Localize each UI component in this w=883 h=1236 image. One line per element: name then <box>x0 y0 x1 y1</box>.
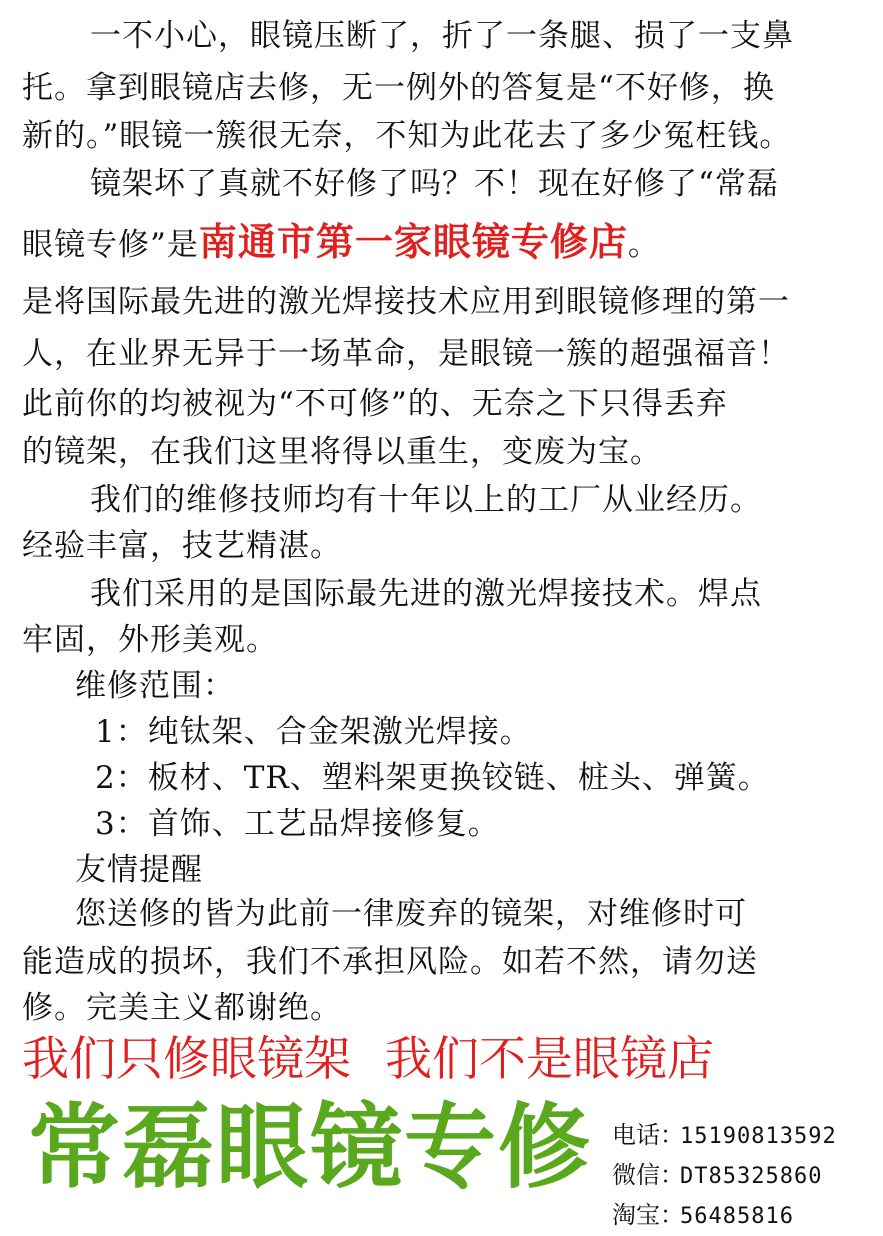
claim-line-5: 此前你的均被视为“不可修”的、无奈之下只得丢弃 <box>22 386 728 422</box>
claim-line-3: 是将国际最先进的激光焊接技术应用到眼镜修理的第一 <box>22 284 790 320</box>
contact-block <box>612 1116 837 1236</box>
technology-line-1: 我们采用的是国际最先进的激光焊接技术。焊点 <box>90 576 762 612</box>
contact-phone-row <box>612 1116 837 1156</box>
technicians-line-1: 我们的维修技师均有十年以上的工厂从业经历。 <box>90 482 762 518</box>
claim-line-4: 人，在业界无异于一场革命，是眼镜一簇的超强福音！ <box>22 336 790 372</box>
reminder-line-1: 您送修的皆为此前一律废弃的镜架，对维修时可 <box>75 896 747 932</box>
scope-item-3: 3：首饰、工艺品焊接修复。 <box>95 806 500 842</box>
intro-line-2: 托。拿到眼镜店去修，无一例外的答复是“不好修，换 <box>22 70 775 106</box>
technicians-line-2: 经验丰富，技艺精湛。 <box>22 528 342 564</box>
intro-line-3: 新的。”眼镜一簇很无奈，不知为此花去了多少冤枉钱。 <box>22 118 792 154</box>
wechat-id: DT85325860 <box>680 1164 823 1189</box>
claim-line-2-suffix: 。 <box>627 227 660 263</box>
scope-heading: 维修范围： <box>75 668 235 704</box>
slogan-only-frames: 我们只修眼镜架 <box>22 1032 351 1087</box>
slogan-not-optician: 我们不是眼镜店 <box>385 1032 714 1087</box>
technology-line-2: 牢固，外形美观。 <box>22 622 278 658</box>
slogan <box>22 1030 714 1090</box>
intro-line-1: 一不小心，眼镜压断了，折了一条腿、损了一支鼻 <box>90 18 794 54</box>
claim-line-2-prefix: 眼镜专修”是 <box>22 227 199 263</box>
scope-item-2: 2：板材、TR、塑料架更换铰链、桩头、弹簧。 <box>95 760 770 796</box>
first-shop-highlight: 南通市第一家眼镜专修店 <box>198 220 628 264</box>
claim-line-2 <box>0 214 883 270</box>
reminder-line-3: 修。完美主义都谢绝。 <box>22 990 342 1026</box>
reminder-line-2: 能造成的损坏，我们不承担风险。如若不然，请勿送 <box>22 944 758 980</box>
contact-taobao-row <box>612 1196 837 1236</box>
phone-label: 电话： <box>612 1121 684 1149</box>
wechat-label: 微信： <box>612 1161 684 1189</box>
scope-item-1: 1：纯钛架、合金架激光焊接。 <box>95 714 532 750</box>
phone-number: 15190813592 <box>680 1124 837 1149</box>
taobao-id: 56485816 <box>680 1204 794 1229</box>
reminder-heading: 友情提醒 <box>75 852 203 888</box>
contact-wechat-row <box>612 1156 837 1196</box>
taobao-label: 淘宝： <box>612 1201 684 1229</box>
brand-name: 常磊眼镜专修 <box>28 1094 593 1201</box>
claim-line-6: 的镜架，在我们这里将得以重生，变废为宝。 <box>22 434 662 470</box>
claim-line-1: 镜架坏了真就不好修了吗？不！现在好修了“常磊 <box>90 166 779 202</box>
